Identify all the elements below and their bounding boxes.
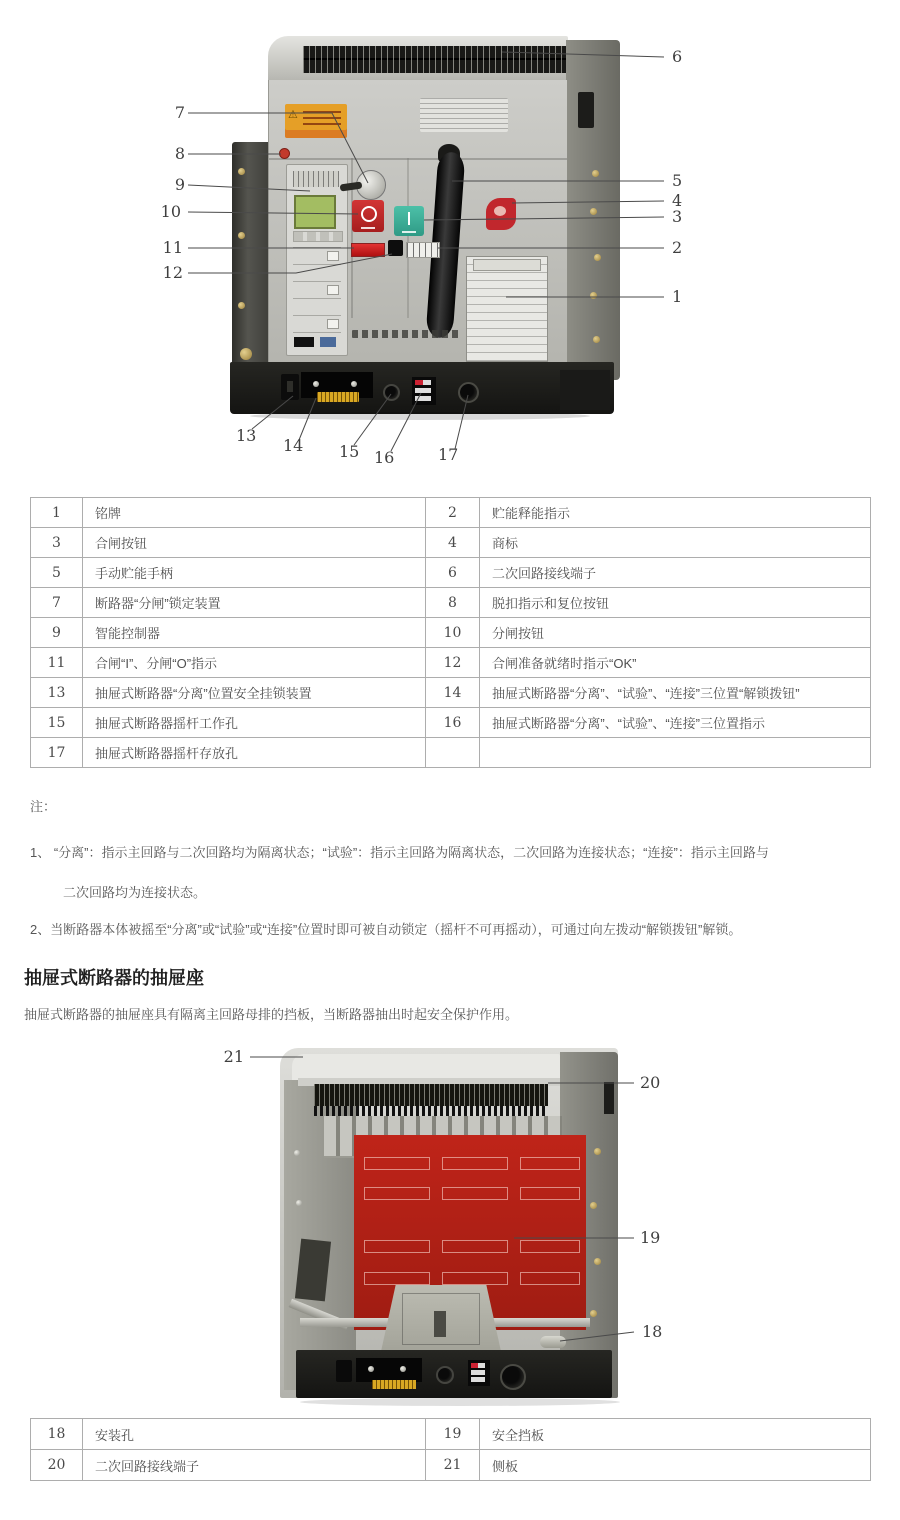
setting-chip [327,251,339,261]
callout-12: 12 [162,263,183,282]
table-row: 13 抽屉式断路器“分离”位置安全挂锁装置 14 抽屉式断路器“分离”、“试验”、“连接”三位置“解锁拨钮” [31,678,871,708]
controller-buttons [293,231,343,242]
parts-table-2-wrap [30,1418,870,1481]
base-end-plate [560,370,610,410]
table-row: 20 二次回路接线端子 21 侧板 [31,1450,871,1481]
table-row: 17 抽屉式断路器摇杆存放孔 [31,738,871,768]
secondary-terminal-strip [303,46,591,73]
logo-notch [494,206,506,216]
pos-mark-test [415,388,431,393]
callout-6: 6 [672,47,683,66]
screw-dot [368,1366,374,1372]
button-caption [361,227,375,229]
bolt-dot [593,336,600,343]
callout-20: 20 [640,1073,661,1092]
callout-9: 9 [174,175,185,194]
cradle-top-band [292,1054,560,1080]
table-row: 3 合闸按钮 4 商标 [31,528,871,558]
warning-text-lines [303,111,341,127]
callout-14: 14 [283,436,304,455]
parts-table-1-wrap [30,497,870,768]
breaker-right-wall [566,40,620,380]
shutter-slot [520,1187,580,1200]
bolt-dot [590,1202,597,1209]
bolt-dot [238,232,245,239]
table-row: 9 智能控制器 10 分闸按钮 [31,618,871,648]
trademark-logo [486,198,516,230]
breaker-left-frame [232,142,272,370]
screw-dot [294,1150,300,1156]
parts-table-2 [30,1418,871,1481]
controller-settings [293,247,341,333]
vent-slot [578,92,594,128]
opening-button [352,200,384,232]
controller-header [293,171,339,187]
figure-breaker-front [0,0,900,497]
brand-text-strip [352,330,462,338]
panel-seam [269,158,567,160]
bolt-dot [594,254,601,261]
shutter-slot [364,1272,430,1285]
i-glyph [408,212,410,225]
notes-title: 注： [30,799,57,814]
shutter-slot [364,1187,430,1200]
note-1-line1: 1、 “分离”：指示主回路与二次回路均为隔离状态；“试验”：指示主回路为隔离状态，二次回路为连接状态；“连接”：指示主回路与 [30,845,769,860]
ground-shadow [300,1398,620,1406]
callout-3: 3 [672,207,683,226]
screw-dot [400,1366,406,1372]
warning-label [285,104,347,138]
warning-strip-label [317,392,359,402]
screw-dot [296,1200,302,1206]
shutter-slot [520,1240,580,1253]
nameplate [466,256,548,362]
shutter-slot [442,1272,508,1285]
padlock-hasp [281,374,299,400]
ok-indicator [388,240,403,256]
bolt-dot [238,168,245,175]
callout-8: 8 [174,144,185,163]
table-row: 18 安装孔 19 安全挡板 [31,1419,871,1450]
rocker-working-hole [436,1366,454,1384]
button-caption [402,231,416,233]
shutter-slot [520,1157,580,1170]
setting-chip [327,285,339,295]
charge-release-indicator [406,242,440,258]
close-open-indicator [351,243,385,257]
vent-slot [604,1082,614,1114]
table-row: 1 铭牌 2 贮能释能指示 [31,498,871,528]
bolt-dot [590,292,597,299]
callout-4: 4 [672,191,683,210]
ground-shadow [250,412,590,420]
position-indicator [412,377,436,405]
callout-21: 21 [223,1047,244,1066]
table-row: 15 抽屉式断路器摇杆工作孔 16 抽屉式断路器“分离”、“试验”、“连接”三位置指示 [31,708,871,738]
rocker-storage-hole [500,1364,526,1390]
mechanism-block [295,1239,331,1302]
callout-18: 18 [642,1322,663,1341]
callout-16: 16 [374,448,395,467]
callout-11: 11 [162,238,183,257]
pos-mark-separate [471,1377,485,1382]
screw-dot [313,381,319,387]
callout-19: 19 [640,1228,661,1247]
callout-15: 15 [339,442,360,461]
bolt-dot [240,348,252,360]
pos-mark-connect [415,380,431,385]
intelligent-controller [286,164,348,356]
pos-mark-test [471,1370,485,1375]
screw-dot [351,381,357,387]
position-indicator [468,1360,490,1386]
figure-drawer-seat [0,1040,900,1418]
rocker-storage-hole [458,382,479,403]
shutter-slot [364,1157,430,1170]
bolt-dot [238,302,245,309]
pos-mark-connect [471,1363,485,1368]
setting-chip [327,319,339,329]
cradle-base [296,1350,612,1398]
shutter-slot [520,1272,580,1285]
section-intro: 抽屉式断路器的抽屉座具有隔离主回路母排的挡板，当断路器抽出时起安全保护作用。 [24,1007,519,1022]
shutter-slot [442,1187,508,1200]
callout-7: 7 [174,103,185,122]
table-row: 7 断路器“分闸”锁定装置 8 脱扣指示和复位按钮 [31,588,871,618]
table-row: 5 手动贮能手柄 6 二次回路接线端子 [31,558,871,588]
rocker-working-hole [383,384,400,401]
panel-seam [407,158,409,318]
bolt-dot [590,208,597,215]
table-row: 11 合闸“I”、分闸“O”指示 12 合闸准备就绪时指示“OK” [31,648,871,678]
mounting-cylinder [540,1336,566,1348]
nameplate-header [473,259,541,271]
controller-lcd [294,195,336,229]
warning-strip-label [372,1380,416,1389]
o-glyph [361,206,377,222]
trip-reset-indicator [279,148,290,159]
pos-mark-separate [415,396,431,401]
bolt-dot [594,1258,601,1265]
parts-table-1 [30,497,871,768]
shutter-slot [364,1240,430,1253]
callout-2: 2 [672,238,683,257]
callout-17: 17 [438,445,459,464]
controller-chip [320,337,336,347]
callout-13: 13 [236,426,257,445]
drawer-base [230,362,614,414]
controller-display [294,337,314,347]
hasp-slot [287,381,293,392]
bolt-dot [594,1148,601,1155]
callout-5: 5 [672,171,683,190]
base-window [356,1358,422,1382]
note-2: 2、当断路器本体被摇至“分离”或“试验”或“连接”位置时即可被自动锁定（摇杆不可再摇动），可通过向左拨动“解锁拨钮”解锁。 [30,922,742,937]
section-heading: 抽屉式断路器的抽屉座 [24,968,204,988]
padlock-hasp [336,1360,352,1382]
warning-triangle-icon: ⚠ [288,109,298,121]
shutter-slot [442,1240,508,1253]
note-1-line2: 二次回路均为连接状态。 [63,885,207,900]
closing-button [394,206,424,236]
spec-label [420,98,508,132]
terminal-teeth [314,1106,548,1116]
bolt-dot [590,1310,597,1317]
tray-outline [402,1293,480,1345]
callout-1: 1 [672,287,683,306]
secondary-terminal-strip-2 [314,1084,548,1106]
callout-10: 10 [160,202,181,221]
bolt-dot [592,170,599,177]
shutter-slot [442,1157,508,1170]
